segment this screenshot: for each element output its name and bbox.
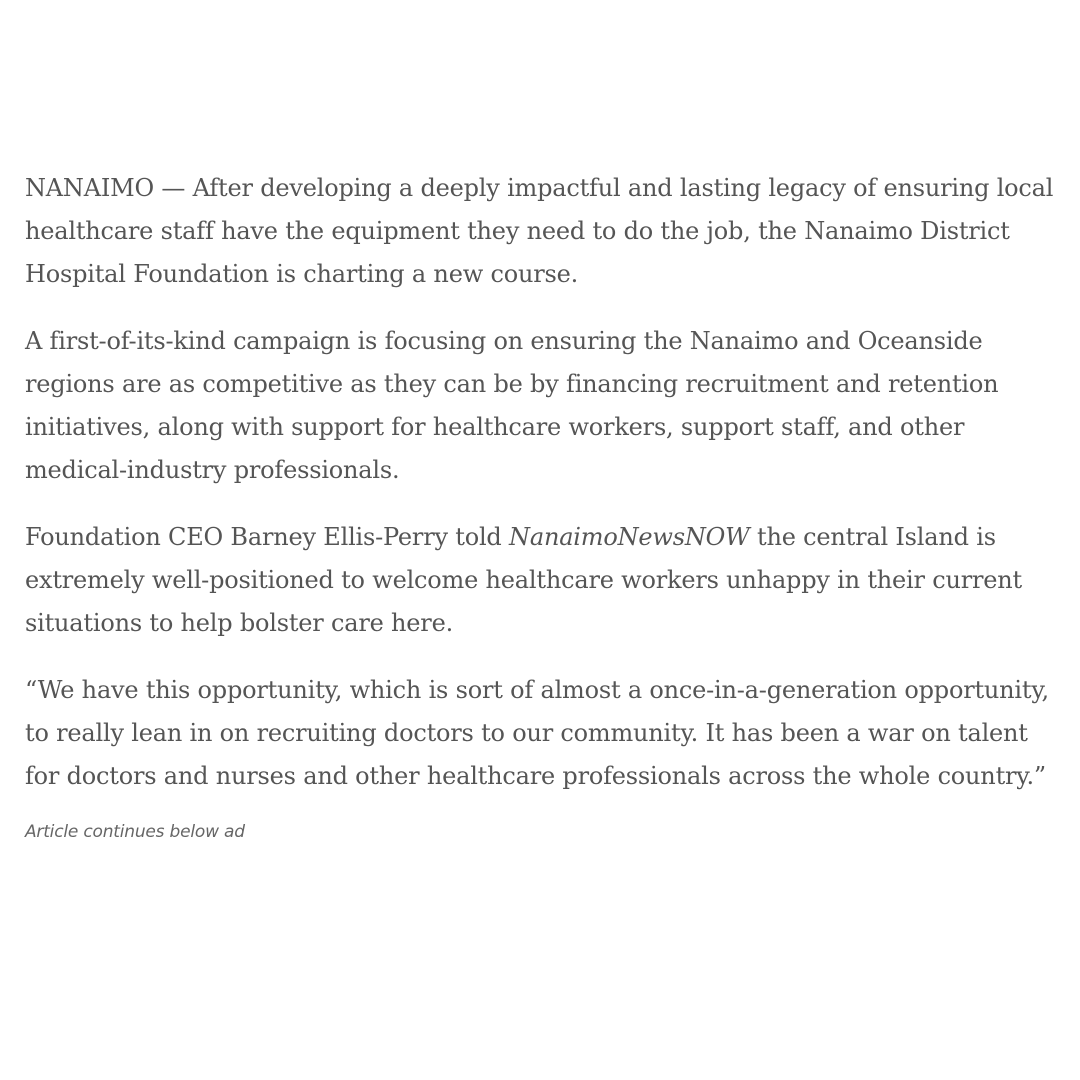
ad-continuation-note: Article continues below ad: [25, 822, 245, 842]
article-paragraph-3: [25, 516, 1065, 645]
publication-name: NanaimoNewsNOW: [509, 523, 750, 551]
article-body: [25, 167, 1065, 842]
article-paragraph-2: A first-of-its-kind campaign is focusing on ensuring the Nanaimo and Oceanside regions are as competitive as they can be by financing recruitment and retention initiatives, along with support for healthcare workers, support staff, and other medical-industry professionals.: [25, 327, 999, 484]
paragraph-3-lead-text: Foundation CEO Barney Ellis-Perry told: [25, 523, 510, 551]
paragraph-3-trailing-text: the central Island is extremely well-positioned to welcome healthcare workers unhappy in their current situations to help bolster care here.: [25, 523, 1022, 637]
article-paragraph-4-quote: “We have this opportunity, which is sort of almost a once-in-a-generation opportunity, to really lean in on recruiting doctors to our community. It has been a war on talent for doctors and nurses and other healthcare professionals across the whole country.”: [25, 676, 1049, 790]
article-paragraph-1: NANAIMO — After developing a deeply impactful and lasting legacy of ensuring local healthcare staff have the equipment they need to do the job, the Nanaimo District Hospital Foundation is charting a new course.: [25, 174, 1054, 288]
